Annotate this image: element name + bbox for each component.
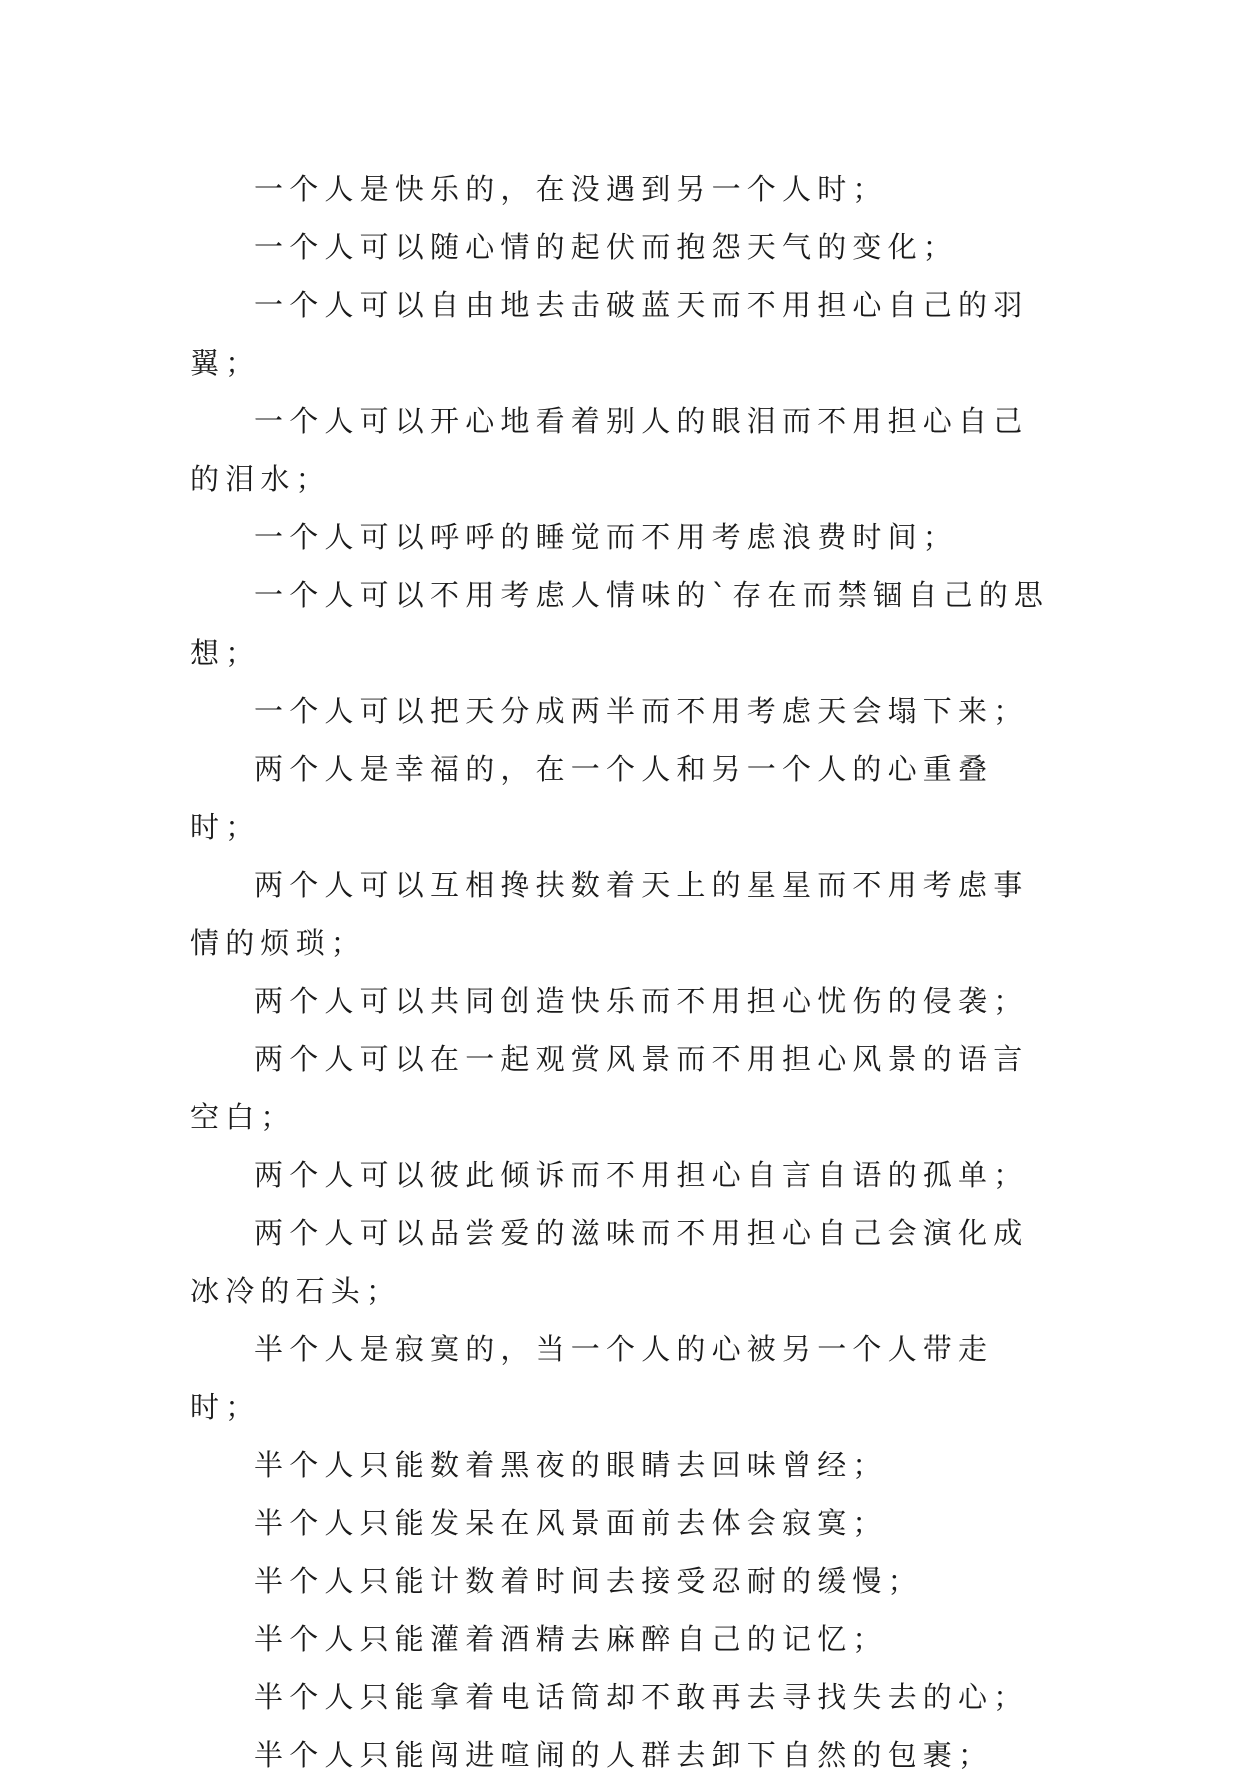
- paragraph: 半个人只能数着黑夜的眼睛去回味曾经；: [254, 1448, 888, 1482]
- paragraph: 半个人只能拿着电话筒却不敢再去寻找失去的心；: [254, 1680, 1029, 1714]
- paragraph: 两个人可以在一起观赏风景而不用担心风景的语言空白；: [190, 1042, 1029, 1134]
- paragraph: 两个人可以共同创造快乐而不用担心忧伤的侵袭；: [254, 984, 1029, 1018]
- paragraph: 一个人是快乐的，在没遇到另一个人时；: [254, 172, 888, 206]
- paragraph: 半个人只能灌着酒精去麻醉自己的记忆；: [254, 1622, 888, 1656]
- paragraph: 一个人可以把天分成两半而不用考虑天会塌下来；: [254, 694, 1029, 728]
- paragraph: 两个人可以彼此倾诉而不用担心自言自语的孤单；: [254, 1158, 1029, 1192]
- paragraph: 半个人只能闯进喧闹的人群去卸下自然的包裹；: [254, 1738, 994, 1772]
- paragraph: 两个人是幸福的，在一个人和另一个人的心重叠时；: [190, 752, 994, 844]
- paragraph: 半个人只能发呆在风景面前去体会寂寞；: [254, 1506, 888, 1540]
- paragraph: 一个人可以不用考虑人情味的`存在而禁锢自己的思想；: [190, 578, 1050, 670]
- paragraph: 两个人可以互相搀扶数着天上的星星而不用考虑事情的烦琐；: [190, 868, 1029, 960]
- paragraph: 一个人可以开心地看着别人的眼泪而不用担心自己的泪水；: [190, 404, 1029, 496]
- paragraph: 一个人可以呼呼的睡觉而不用考虑浪费时间；: [254, 520, 959, 554]
- paragraph: 半个人是寂寞的，当一个人的心被另一个人带走时；: [190, 1332, 994, 1424]
- paragraph: 一个人可以随心情的起伏而抱怨天气的变化；: [254, 230, 959, 264]
- document-body: [190, 160, 1060, 1784]
- paragraph: 两个人可以品尝爱的滋味而不用担心自己会演化成冰冷的石头；: [190, 1216, 1029, 1308]
- paragraph: 半个人只能计数着时间去接受忍耐的缓慢；: [254, 1564, 923, 1598]
- paragraph: 一个人可以自由地去击破蓝天而不用担心自己的羽翼；: [190, 288, 1029, 380]
